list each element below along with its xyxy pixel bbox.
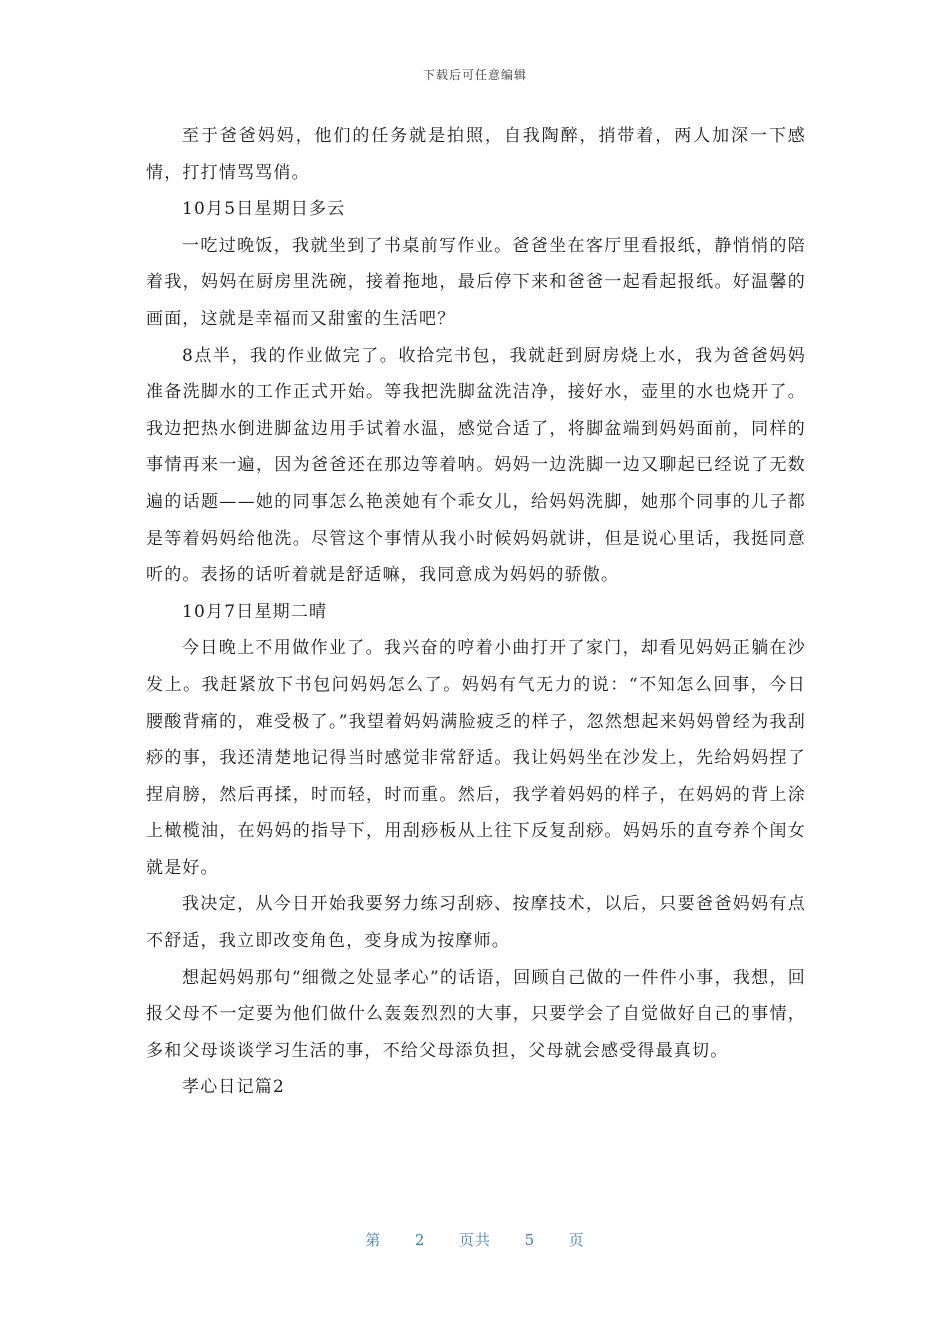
total-pages: 5: [524, 1231, 536, 1249]
footer-middle: 页共: [458, 1231, 491, 1249]
footer-prefix: 第: [365, 1231, 382, 1249]
page-footer: [0, 1229, 950, 1250]
document-body: [146, 118, 806, 1106]
paragraph: 8点半，我的作业做完了。收拾完书包，我就赶到厨房烧上水，我为爸爸妈妈准备洗脚水的工作正式开始。等我把洗脚盆洗洁净，接好水，壶里的水也烧开了。我边把热水倒进脚盆边用手试着水温，感觉合适了，将脚盆端到妈妈面前，同样的事情再来一遍，因为爸爸还在那边等着呐。妈妈一边洗脚一边又聊起已经说了无数遍的话题——她的同事怎么艳羡她有个乖女儿，给妈妈洗脚，她那个同事的儿子都是等着妈妈给他洗。尽管这个事情从我小时候妈妈就讲，但是说心里话，我挺同意听的。表扬的话听着就是舒适嘛，我同意成为妈妈的骄傲。: [146, 345, 806, 586]
date-heading: 10月7日星期二晴: [182, 601, 328, 622]
paragraph: 一吃过晚饭，我就坐到了书桌前写作业。爸爸坐在客厅里看报纸，静悄悄的陪着我，妈妈在厨房里洗碗，接着拖地，最后停下来和爸爸一起看起报纸。好温馨的画面，这就是幸福而又甜蜜的生活吧？: [146, 235, 806, 329]
section-title: 孝心日记篇2: [182, 1077, 286, 1098]
page-header: 下载后可任意编辑: [422, 68, 527, 82]
current-page-number: 2: [414, 1231, 426, 1249]
paragraph: 今日晚上不用做作业了。我兴奋的哼着小曲打开了家门，却看见妈妈正躺在沙发上。我赶紧放下书包问妈妈怎么了。妈妈有气无力的说：“不知怎么回事，今日腰酸背痛的，难受极了。”我望着妈妈满脸疲乏的样子，忽然想起来妈妈曾经为我刮痧的事，我还清楚地记得当时感觉非常舒适。我让妈妈坐在沙发上，先给妈妈捏了捏肩膀，然后再揉，时而轻，时而重。然后，我学着妈妈的样子，在妈妈的背上涂上橄榄油，在妈妈的指导下，用刮痧板从上往下反复刮痧。妈妈乐的直夸养个闺女就是好。: [146, 638, 806, 878]
date-heading: 10月5日星期日多云: [182, 199, 346, 220]
footer-suffix: 页: [568, 1231, 585, 1249]
paragraph: 我决定，从今日开始我要努力练习刮痧、按摩技术，以后，只要爸爸妈妈有点不舒适，我立即改变角色，变身成为按摩师。: [146, 894, 806, 952]
paragraph: 至于爸爸妈妈，他们的任务就是拍照，自我陶醉，捎带着，两人加深一下感情，打打情骂骂俏。: [146, 126, 806, 183]
paragraph: 想起妈妈那句“细微之处显孝心”的话语，回顾自己做的一件件小事，我想，回报父母不一定要为他们做什么轰轰烈烈的大事，只要学会了自觉做好自己的事情，多和父母谈谈学习生活的事，不给父母添负担，父母就会感受得最真切。: [146, 967, 806, 1061]
